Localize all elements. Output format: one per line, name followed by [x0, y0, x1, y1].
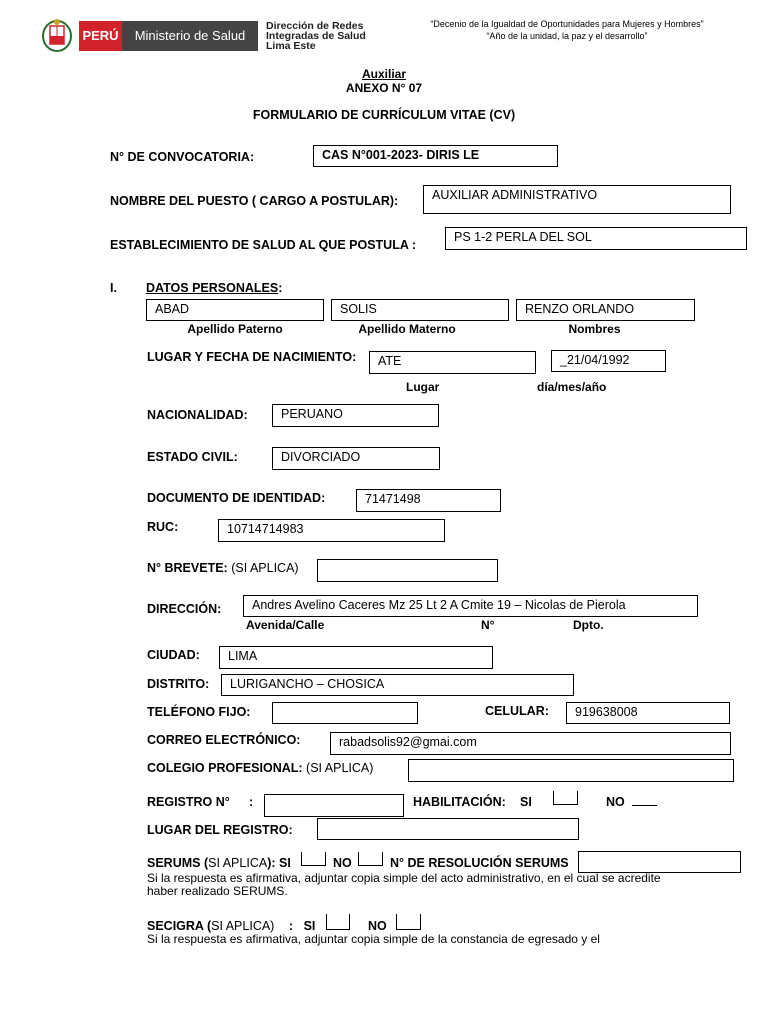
peru-label: PERÚ	[79, 21, 122, 51]
serums-resolucion-field[interactable]	[578, 851, 741, 873]
documento-field[interactable]: 71471498	[356, 489, 501, 512]
ruc-field[interactable]: 10714714983	[218, 519, 445, 542]
secigra-no-checkbox[interactable]	[396, 914, 421, 930]
peru-coat-of-arms-icon	[38, 16, 76, 54]
nombres-caption: Nombres	[568, 322, 621, 336]
serums-label-note: SI APLICA	[208, 856, 268, 870]
convocatoria-field[interactable]: CAS N°001-2023- DIRIS LE	[313, 145, 558, 167]
auxiliar-title: Auxiliar	[361, 67, 406, 81]
registro-field[interactable]	[264, 794, 404, 817]
habilitacion-no-label: NO	[606, 795, 625, 809]
direccion-field[interactable]: Andres Avelino Caceres Mz 25 Lt 2 A Cmite 19 – Nicolas de Pierola	[243, 595, 698, 617]
telefono-label: TELÉFONO FIJO:	[147, 705, 251, 719]
fecha-nacimiento-field[interactable]: _21/04/1992	[551, 350, 666, 372]
serums-label-text: SERUMS (	[147, 856, 209, 870]
serums-no-checkbox[interactable]	[358, 852, 383, 866]
habilitacion-si-checkbox[interactable]	[553, 791, 578, 805]
puesto-label: NOMBRE DEL PUESTO ( CARGO A POSTULAR):	[110, 194, 399, 208]
fecha-caption: día/mes/año	[537, 380, 607, 394]
secigra-si-checkbox[interactable]	[326, 914, 350, 930]
decenio-text: “Decenio de la Igualdad de Oportunidades para Mujeres y Hombres”	[430, 19, 704, 29]
colegio-label-note: (SI APLICA)	[306, 761, 374, 775]
numero-caption: N°	[481, 618, 495, 632]
documento-label: DOCUMENTO DE IDENTIDAD:	[147, 491, 326, 505]
secigra-label-note: SI APLICA)	[211, 919, 275, 933]
direccion-block	[266, 21, 366, 51]
lugar-registro-label: LUGAR DEL REGISTRO:	[147, 823, 293, 837]
serums-si-checkbox[interactable]	[301, 852, 326, 866]
direccion-line3: Lima Este	[266, 40, 316, 52]
secigra-label	[147, 919, 274, 933]
anexo-title: ANEXO N° 07	[345, 81, 423, 95]
lugar-nacimiento-field[interactable]: ATE	[369, 351, 536, 374]
convocatoria-label: N° DE CONVOCATORIA:	[110, 150, 255, 164]
brevete-label	[147, 561, 299, 575]
telefono-field[interactable]	[272, 702, 418, 724]
estado-civil-field[interactable]: DIVORCIADO	[272, 447, 440, 470]
brevete-field[interactable]	[317, 559, 498, 582]
avenida-caption: Avenida/Calle	[246, 618, 325, 632]
distrito-label: DISTRITO:	[147, 677, 210, 691]
ciudad-field[interactable]: LIMA	[219, 646, 493, 669]
ministry-label: Ministerio de Salud	[122, 21, 258, 51]
nacionalidad-label: NACIONALIDAD:	[147, 408, 248, 422]
secigra-note: Si la respuesta es afirmativa, adjuntar copia simple de la constancia de egresado y el	[147, 932, 600, 946]
apellido-materno-field[interactable]: SOLIS	[331, 299, 509, 321]
habilitacion-label: HABILITACIÓN:	[413, 795, 506, 809]
habilitacion-no-checkbox[interactable]	[632, 790, 657, 806]
nacionalidad-field[interactable]: PERUANO	[272, 404, 439, 427]
formulario-title: FORMULARIO DE CURRÍCULUM VITAE (CV)	[252, 108, 516, 122]
nombres-field[interactable]: RENZO ORLANDO	[516, 299, 695, 321]
section-title-colon: :	[278, 281, 283, 295]
serums-note: Si la respuesta es afirmativa, adjuntar copia simple del acto administrativo, en el cual se acredite haber realizado SERUMS.	[147, 871, 661, 898]
secigra-label-text: SECIGRA (	[147, 919, 212, 933]
lugar-caption: Lugar	[406, 380, 440, 394]
estado-civil-label: ESTADO CIVIL:	[147, 450, 238, 464]
colegio-label-text: COLEGIO PROFESIONAL:	[147, 761, 303, 775]
secigra-no-label: NO	[368, 919, 387, 933]
puesto-field[interactable]: AUXILIAR ADMINISTRATIVO	[423, 185, 731, 214]
registro-label: REGISTRO N°	[147, 795, 230, 809]
serums-no-label: NO	[333, 856, 352, 870]
celular-label: CELULAR:	[485, 704, 549, 718]
section-title	[146, 281, 282, 295]
establecimiento-field[interactable]: PS 1-2 PERLA DEL SOL	[445, 227, 747, 250]
correo-field[interactable]: rabadsolis92@gmai.com	[330, 732, 731, 755]
anio-text: “Año de la unidad, la paz y el desarrollo”	[486, 31, 648, 41]
colegio-label	[147, 761, 373, 775]
registro-colon: :	[249, 795, 254, 809]
apellido-materno-caption: Apellido Materno	[358, 322, 456, 336]
celular-field[interactable]: 919638008	[566, 702, 730, 724]
apellido-paterno-field[interactable]: ABAD	[146, 299, 324, 321]
serums-label-end: ): SI	[267, 856, 291, 870]
habilitacion-si-label: SI	[520, 795, 532, 809]
brevete-label-note: (SI APLICA)	[231, 561, 299, 575]
dpto-caption: Dpto.	[573, 618, 604, 632]
nacimiento-label: LUGAR Y FECHA DE NACIMIENTO:	[147, 350, 357, 364]
direccion-line1: Dirección de Redes	[266, 20, 364, 32]
ciudad-label: CIUDAD:	[147, 648, 200, 662]
apellido-paterno-caption: Apellido Paterno	[187, 322, 283, 336]
distrito-field[interactable]: LURIGANCHO – CHOSICA	[221, 674, 574, 696]
serums-label	[147, 856, 291, 870]
direccion-label: DIRECCIÓN:	[147, 602, 222, 616]
correo-label: CORREO ELECTRÓNICO:	[147, 733, 301, 747]
direccion-line2: Integradas de Salud	[266, 30, 366, 42]
establecimiento-label: ESTABLECIMIENTO DE SALUD AL QUE POSTULA :	[110, 238, 417, 252]
section-title-text: DATOS PERSONALES	[146, 281, 279, 295]
lugar-registro-field[interactable]	[317, 818, 579, 840]
brevete-label-text: N° BREVETE:	[147, 561, 228, 575]
serums-resolucion-label: N° DE RESOLUCIÓN SERUMS	[390, 856, 569, 870]
secigra-colon-si: : SI	[289, 919, 316, 933]
colegio-field[interactable]	[408, 759, 734, 782]
ruc-label: RUC:	[147, 520, 179, 534]
section-number: I.	[110, 281, 117, 295]
